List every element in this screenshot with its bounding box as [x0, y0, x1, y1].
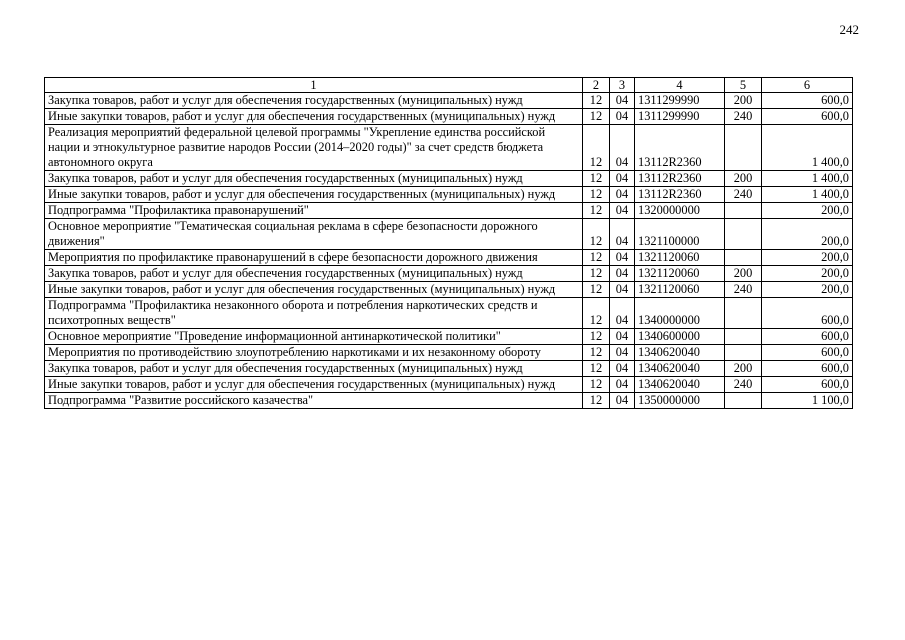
table-row: [45, 203, 853, 219]
row-subsection: 04: [610, 203, 635, 219]
row-target-article: 1311299990: [635, 93, 725, 109]
row-section: 12: [583, 125, 610, 171]
table-row: [45, 219, 853, 250]
row-section: 12: [583, 187, 610, 203]
row-section: 12: [583, 93, 610, 109]
row-name: Иные закупки товаров, работ и услуг для обеспечения государственных (муниципальных) нужд: [45, 377, 583, 393]
row-subsection: 04: [610, 171, 635, 187]
page-number: 242: [839, 22, 859, 37]
row-expense-type: [725, 250, 762, 266]
row-subsection: 04: [610, 250, 635, 266]
row-target-article: 1320000000: [635, 203, 725, 219]
row-subsection: 04: [610, 361, 635, 377]
row-amount: 200,0: [762, 266, 853, 282]
table-row: [45, 282, 853, 298]
row-expense-type: 200: [725, 171, 762, 187]
row-target-article: 1321120060: [635, 282, 725, 298]
row-section: 12: [583, 393, 610, 409]
row-subsection: 04: [610, 219, 635, 250]
row-section: 12: [583, 298, 610, 329]
row-subsection: 04: [610, 298, 635, 329]
table-row: [45, 393, 853, 409]
row-amount: 1 100,0: [762, 393, 853, 409]
row-name: Закупка товаров, работ и услуг для обеспечения государственных (муниципальных) нужд: [45, 93, 583, 109]
row-section: 12: [583, 219, 610, 250]
row-name: Закупка товаров, работ и услуг для обеспечения государственных (муниципальных) нужд: [45, 266, 583, 282]
row-expense-type: 240: [725, 109, 762, 125]
table-row: [45, 250, 853, 266]
table-row: [45, 93, 853, 109]
row-name: Закупка товаров, работ и услуг для обеспечения государственных (муниципальных) нужд: [45, 361, 583, 377]
row-expense-type: 200: [725, 93, 762, 109]
row-subsection: 04: [610, 393, 635, 409]
row-amount: 200,0: [762, 250, 853, 266]
row-target-article: 1321120060: [635, 266, 725, 282]
row-target-article: 1340000000: [635, 298, 725, 329]
table-row: [45, 266, 853, 282]
row-amount: 200,0: [762, 203, 853, 219]
row-expense-type: 200: [725, 266, 762, 282]
table-row: [45, 125, 853, 171]
row-target-article: 1340600000: [635, 329, 725, 345]
row-subsection: 04: [610, 377, 635, 393]
table-header: [45, 78, 853, 93]
row-name: Закупка товаров, работ и услуг для обеспечения государственных (муниципальных) нужд: [45, 171, 583, 187]
row-name: Подпрограмма "Развитие российского казачества": [45, 393, 583, 409]
row-section: 12: [583, 345, 610, 361]
row-target-article: 1340620040: [635, 361, 725, 377]
row-subsection: 04: [610, 329, 635, 345]
row-amount: 600,0: [762, 93, 853, 109]
row-target-article: 1340620040: [635, 345, 725, 361]
row-subsection: 04: [610, 345, 635, 361]
row-expense-type: 240: [725, 187, 762, 203]
row-section: 12: [583, 171, 610, 187]
row-section: 12: [583, 203, 610, 219]
row-amount: 600,0: [762, 298, 853, 329]
table-row: [45, 329, 853, 345]
row-amount: 1 400,0: [762, 187, 853, 203]
header-row: [45, 78, 853, 93]
table-row: [45, 109, 853, 125]
row-name: Иные закупки товаров, работ и услуг для обеспечения государственных (муниципальных) нужд: [45, 282, 583, 298]
row-expense-type: 240: [725, 282, 762, 298]
row-name: Иные закупки товаров, работ и услуг для обеспечения государственных (муниципальных) нужд: [45, 187, 583, 203]
row-subsection: 04: [610, 109, 635, 125]
row-amount: 1 400,0: [762, 171, 853, 187]
row-target-article: 13112R2360: [635, 187, 725, 203]
row-section: 12: [583, 361, 610, 377]
row-expense-type: [725, 298, 762, 329]
row-target-article: 1321120060: [635, 250, 725, 266]
header-col-5: 5: [725, 78, 762, 93]
row-section: 12: [583, 109, 610, 125]
budget-table: [44, 77, 853, 409]
row-section: 12: [583, 250, 610, 266]
header-col-6: 6: [762, 78, 853, 93]
table-row: [45, 361, 853, 377]
row-amount: 600,0: [762, 377, 853, 393]
row-amount: 600,0: [762, 345, 853, 361]
header-col-4: 4: [635, 78, 725, 93]
row-amount: 600,0: [762, 361, 853, 377]
row-name: Иные закупки товаров, работ и услуг для обеспечения государственных (муниципальных) нужд: [45, 109, 583, 125]
table-row: [45, 345, 853, 361]
row-expense-type: [725, 203, 762, 219]
row-name: Мероприятия по профилактике правонарушений в сфере безопасности дорожного движения: [45, 250, 583, 266]
row-section: 12: [583, 266, 610, 282]
table-row: [45, 187, 853, 203]
table-body: [45, 93, 853, 409]
row-target-article: 13112R2360: [635, 125, 725, 171]
row-target-article: 1350000000: [635, 393, 725, 409]
row-amount: 1 400,0: [762, 125, 853, 171]
row-subsection: 04: [610, 266, 635, 282]
table-row: [45, 171, 853, 187]
row-amount: 200,0: [762, 219, 853, 250]
row-amount: 600,0: [762, 329, 853, 345]
row-name: Основное мероприятие "Тематическая социальная реклама в сфере безопасности дорожного движения": [45, 219, 583, 250]
row-expense-type: [725, 345, 762, 361]
row-name: Реализация мероприятий федеральной целевой программы "Укрепление единства российской нации и этнокультурное развитие народов России (2014–2020 годы)" за счет средств бюджета автономного округа: [45, 125, 583, 171]
row-amount: 600,0: [762, 109, 853, 125]
row-name: Подпрограмма "Профилактика незаконного оборота и потребления наркотических средств и психотропных веществ": [45, 298, 583, 329]
row-subsection: 04: [610, 125, 635, 171]
row-expense-type: [725, 393, 762, 409]
row-subsection: 04: [610, 282, 635, 298]
row-section: 12: [583, 329, 610, 345]
row-name: Подпрограмма "Профилактика правонарушений": [45, 203, 583, 219]
row-subsection: 04: [610, 187, 635, 203]
row-amount: 200,0: [762, 282, 853, 298]
row-target-article: 1311299990: [635, 109, 725, 125]
row-target-article: 13112R2360: [635, 171, 725, 187]
row-expense-type: 240: [725, 377, 762, 393]
row-expense-type: 200: [725, 361, 762, 377]
row-name: Мероприятия по противодействию злоупотреблению наркотиками и их незаконному обороту: [45, 345, 583, 361]
row-name: Основное мероприятие "Проведение информационной антинаркотической политики": [45, 329, 583, 345]
row-subsection: 04: [610, 93, 635, 109]
row-expense-type: [725, 125, 762, 171]
table-row: [45, 377, 853, 393]
row-section: 12: [583, 377, 610, 393]
row-expense-type: [725, 329, 762, 345]
header-col-2: 2: [583, 78, 610, 93]
row-expense-type: [725, 219, 762, 250]
table-row: [45, 298, 853, 329]
header-col-3: 3: [610, 78, 635, 93]
row-target-article: 1340620040: [635, 377, 725, 393]
header-col-1: 1: [45, 78, 583, 93]
row-target-article: 1321100000: [635, 219, 725, 250]
row-section: 12: [583, 282, 610, 298]
